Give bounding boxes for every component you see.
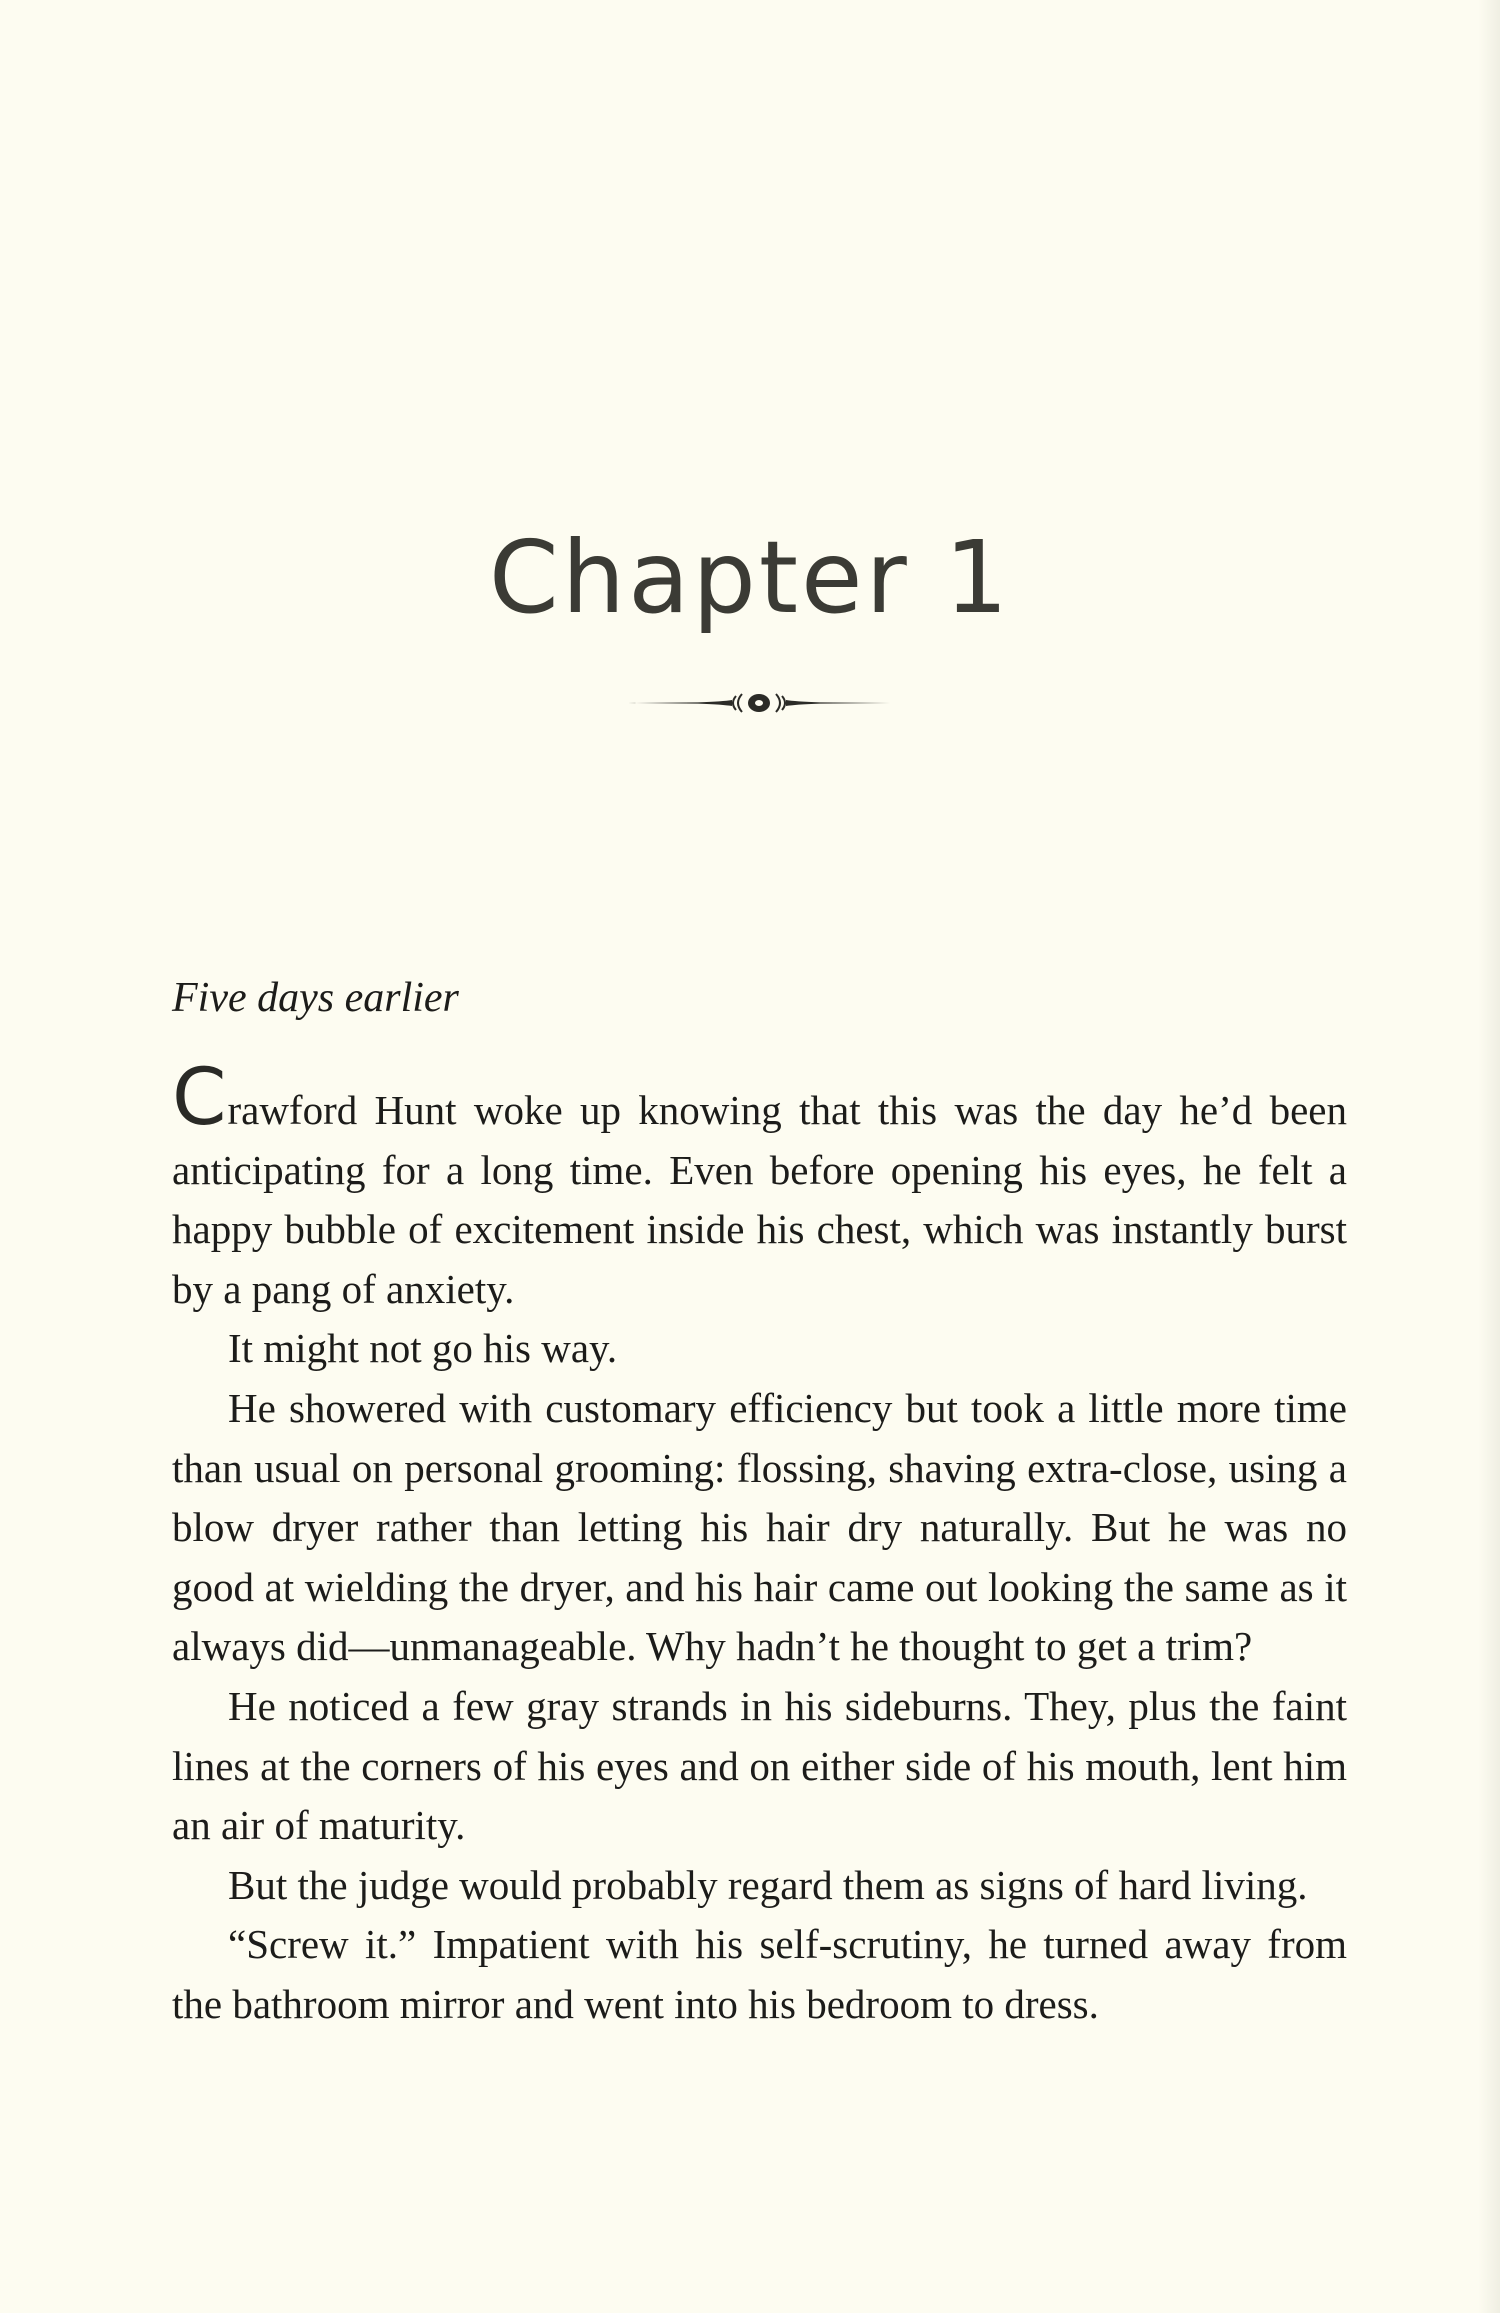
- paragraph: He showered with customary efficiency but took a little more time than usual on personal grooming: flossing, shaving extra-close, using a blow dryer rather than letting his hair dry naturally. But he was no good at wielding the dryer, and his hair came out looking the same as it always did—unmanageable. Why hadn’t he thought to get a trim?: [172, 1384, 1347, 1670]
- paragraph: It might not go his way.: [228, 1325, 618, 1372]
- chapter-body: [172, 1053, 1347, 2035]
- paragraph: He noticed a few gray strands in his sideburns. They, plus the faint lines at the corners of his eyes and on either side of his mouth, lent him an air of maturity.: [172, 1682, 1347, 1849]
- chapter-title: Chapter 1: [488, 519, 1012, 636]
- drop-cap: C: [172, 1053, 227, 1143]
- epigraph: Five days earlier: [172, 975, 459, 1021]
- page-edge-shadow: [1478, 0, 1500, 2313]
- paragraph: “Screw it.” Impatient with his self-scrutiny, he turned away from the bathroom mirror and went into his bedroom to dress.: [172, 1921, 1347, 2027]
- paragraph: [172, 1053, 1347, 1319]
- paragraph: But the judge would probably regard them as signs of hard living.: [228, 1861, 1308, 1908]
- paragraph-text: rawford Hunt woke up knowing that this was the day he’d been anticipating for a long time. Even before opening his eyes, he felt a happy bubble of excitement inside his chest, which was instantly burst by a pang of anxiety.: [172, 1087, 1347, 1312]
- flourish-divider-icon: [628, 690, 890, 716]
